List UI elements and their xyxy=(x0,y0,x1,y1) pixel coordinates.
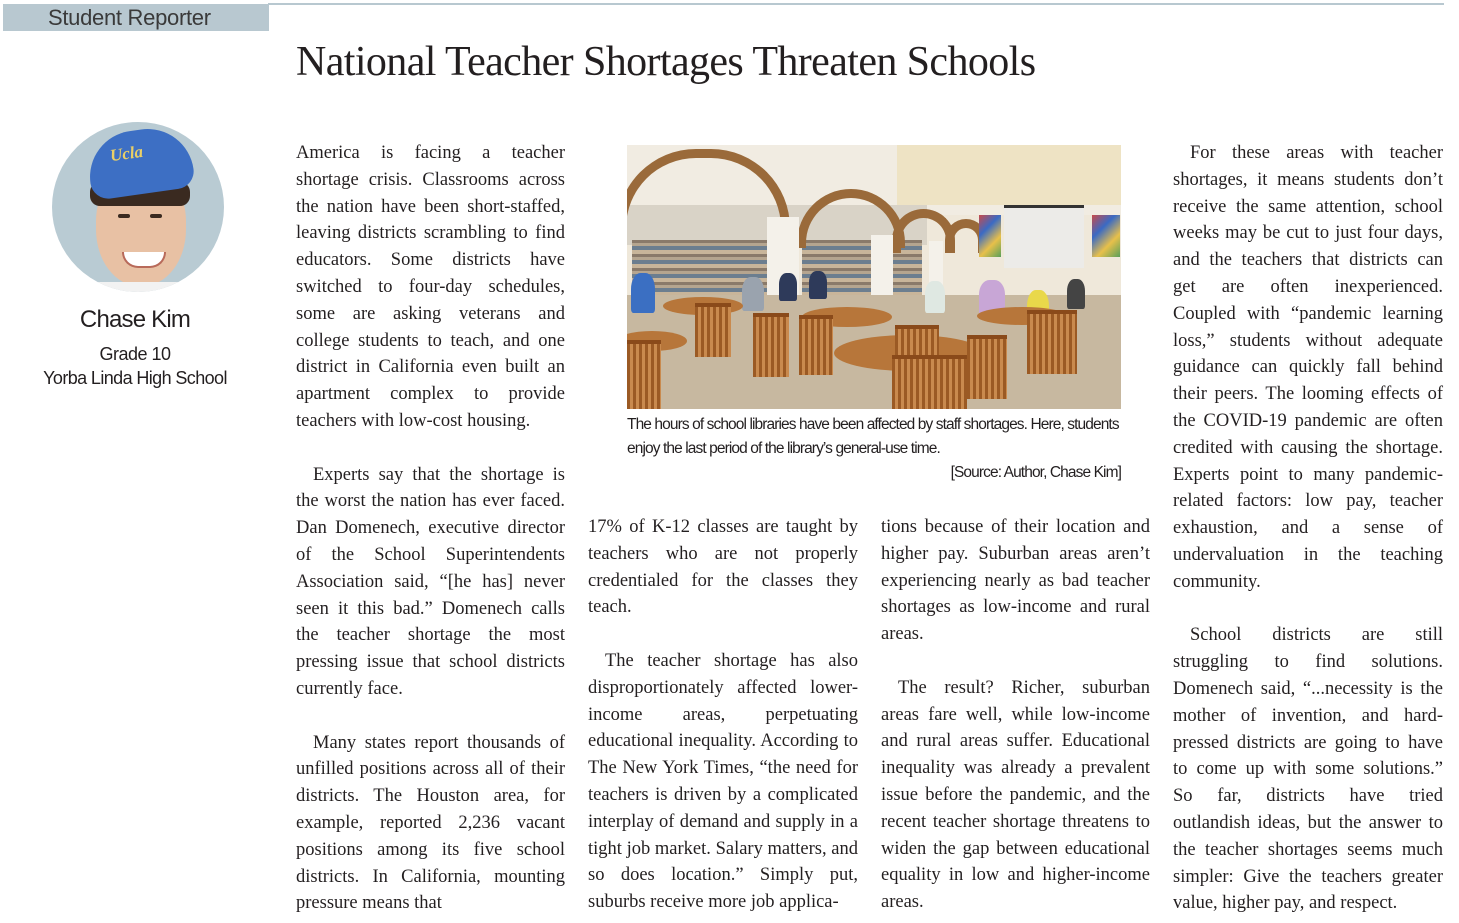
student xyxy=(631,273,655,313)
article-headline: National Teacher Shortages Threaten Schools xyxy=(296,39,1036,85)
chair xyxy=(892,355,967,409)
eye-left xyxy=(118,214,130,218)
author-grade: Grade 10 xyxy=(99,344,171,364)
section-label: Student Reporter xyxy=(48,5,211,30)
photo-skylight xyxy=(897,145,1121,205)
chair xyxy=(967,335,1007,399)
author-shirt xyxy=(92,282,192,292)
paragraph: School districts are still struggling to find solutions. Domenech said, “...necessity is the mother of invention, and hard-pressed districts are going to have to come up with some solutions.” So far, districts have tried outlandish ideas, but the answer to the teacher shortages seems much simpler: Give the teachers greater value, higher pay, and respect. xyxy=(1173,625,1443,914)
chair xyxy=(753,313,789,377)
paragraph: 17% of K-12 classes are taught by teachers who are not properly credentialed for the classes they teach. xyxy=(588,517,858,618)
chair xyxy=(1027,310,1077,374)
projector-screen xyxy=(1004,205,1084,268)
section-tab xyxy=(3,4,269,31)
paragraph: The teacher shortage has also disproportionately affected lower-income areas, perpetuating educational inequality. According to The New York Times, “the need for teachers is driven by a complicated interplay of demand and supply in a tight job market. Salary matters, and so does location.” Simply put, suburbs receive more job applica- xyxy=(588,650,858,913)
author-photo xyxy=(52,122,224,292)
chair xyxy=(627,340,661,409)
paragraph: For these areas with teacher shortages, it means students don’t receive the same attention, school weeks may be cut to just four days, and the teachers that districts can get are often inexperienced. Coupled with “pandemic learning loss,” students without adequate guidance can quickly fall behind their peers. The looming effects of the COVID-19 pandemic are often credited with causing the shortage. Experts point to many pandemic-related factors: low pay, teacher exhaustion, and a sense of undervaluation in the teaching community. xyxy=(1173,143,1443,592)
photo-caption xyxy=(627,413,1121,485)
library-photo xyxy=(627,145,1121,409)
paragraph: Experts say that the shortage is the worst the nation has ever faced. Dan Domenech, executive director of the School Superintendents Association said, “[he has] never seen it this bad.” Domenech calls the teacher shortage the most pressing issue that school districts currently face. xyxy=(296,464,565,699)
top-rule-divider xyxy=(268,3,1444,5)
student xyxy=(779,273,797,301)
paragraph: tions because of their location and higher pay. Suburban areas aren’t experiencing nearly as bad teacher shortages as low-income and rural areas. xyxy=(881,517,1150,645)
wall-poster xyxy=(979,215,1001,257)
chair xyxy=(695,303,731,357)
article-column-3 xyxy=(881,514,1150,916)
article-column-4 xyxy=(1173,140,1443,917)
student xyxy=(742,277,764,311)
eye-right xyxy=(150,214,162,218)
caption-text: The hours of school libraries have been affected by staff shortages. Here, students enjoy the last period of the library’s general-use time. xyxy=(627,416,1119,457)
paragraph: Many states report thousands of unfilled positions across all of their districts. The Houston area, for example, reported 2,236 vacant positions among its five school districts. In California, mounting pressure means that xyxy=(296,732,565,914)
article-column-1 xyxy=(296,140,565,917)
wall-poster xyxy=(1092,215,1120,257)
paragraph: The result? Richer, suburban areas fare well, while low-income and rural areas suffer. Educational inequality was already a prevalent issue before the pandemic, and the recent teacher shortage threatens to widen the gap between educational equality in low and higher-income areas. xyxy=(881,677,1150,913)
paragraph: America is facing a teacher shortage crisis. Classrooms across the nation have been short-staffed, leaving districts scrambling to find educators. Some districts have switched to four-day schedules, some are asking veterans and college students to teach, and one district in California even built an apartment complex to provide teachers with low-cost housing. xyxy=(296,143,565,431)
chair xyxy=(799,315,833,375)
student xyxy=(925,281,945,313)
student xyxy=(809,271,827,299)
student xyxy=(1067,279,1085,309)
cap-logo: Ucla xyxy=(108,141,145,166)
photo-source: [Source: Author, Chase Kim] xyxy=(950,464,1121,481)
article-column-2 xyxy=(588,514,858,916)
pillar xyxy=(871,235,893,295)
author-school: Yorba Linda High School xyxy=(43,368,227,388)
author-name: Chase Kim xyxy=(79,306,191,333)
